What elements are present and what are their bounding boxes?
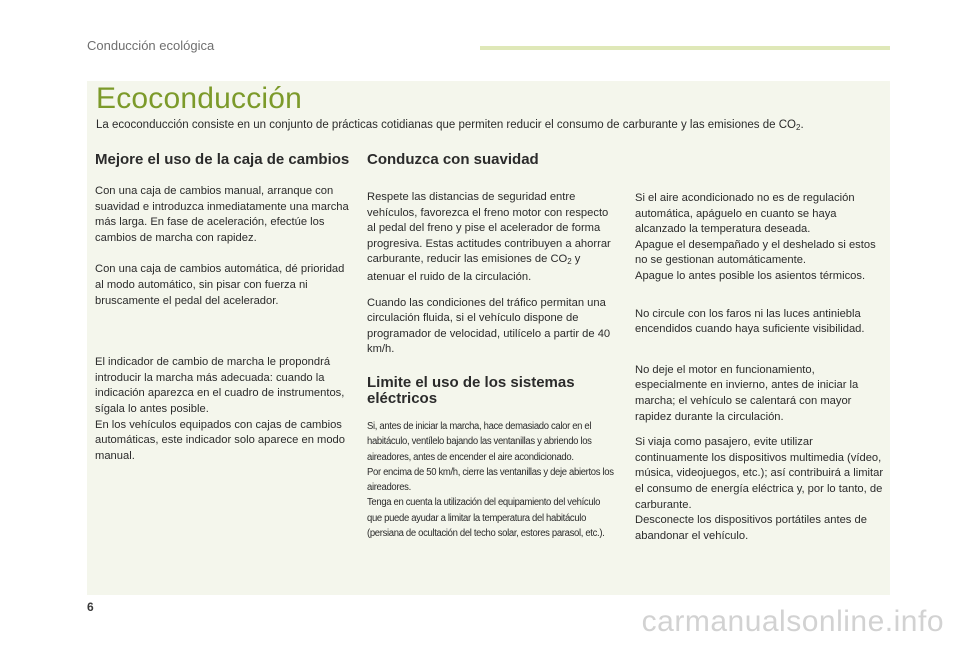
section-title: Conducción ecológica (87, 38, 215, 53)
paragraph-windows: Por encima de 50 km/h, cierre las ventanillas y deje abiertos los aireadores. (367, 466, 614, 494)
paragraph-automatic-gearbox: Con una caja de cambios automática, dé prioridad al modo automático, sin pisar con fuerza ni bruscamente el pedal del acelerador. (95, 263, 345, 307)
header-accent-bar (480, 46, 890, 50)
paragraph-lights: No circule con los faros ni las luces antiniebla encendidos cuando haya suficiente visibilidad. (635, 307, 865, 336)
heading-gearbox: Mejore el uso de la caja de cambios (95, 151, 350, 168)
paragraph-equipment: Tenga en cuenta la utilización del equipamiento del vehículo que puede ayudar a limitar la temperatura del habitáculo (persiana de ocultación del techo solar, estores parasol, etc.). (367, 497, 605, 540)
paragraph-ventilation: Si, antes de iniciar la marcha, hace demasiado calor en el habitáculo, ventílelo bajando las ventanillas y abriendo los aireadores, antes de encender el aire acondicionado. (367, 420, 592, 463)
paragraph-shift-indicator-auto: En los vehículos equipados con cajas de cambios automáticas, este indicador solo aparece en modo manual. (95, 418, 346, 462)
heading-smooth-driving: Conduzca con suavidad (367, 151, 539, 168)
column-smooth-driving (367, 152, 617, 541)
watermark: carmanualsonline.info (641, 605, 944, 638)
paragraph-cruise-control: Cuando las condiciones del tráfico permitan una circulación fluida, si el vehículo dispone de programador de velocidad, utilícelo a partir de 40 km/h. (367, 296, 611, 356)
heading-electrical-systems: Limite el uso de los sistemas eléctricos (367, 373, 575, 407)
intro-text: La ecoconducción consiste en un conjunto de prácticas cotidianas que permiten reducir el consumo de carburante y las emisiones de $CO_2$. (96, 119, 804, 132)
paragraph-heated-seats: Apague lo antes posible los asientos térmicos. (635, 269, 866, 282)
paragraph-multimedia: Si viaja como pasajero, evite utilizar continuamente los dispositivos multimedia (vídeo, música, videojuegos, etc.); así contribuirá a limitar el consumo de energía eléctrica y, por lo tanto, de carburante. (635, 436, 884, 511)
paragraph-portable-devices: Desconecte los dispositivos portátiles antes de abandonar el vehículo. (635, 514, 867, 542)
column-electrical-tips (635, 191, 885, 544)
paragraph-engine-idle: No deje el motor en funcionamiento, especialmente en invierno, antes de iniciar la marcha; el vehículo se calentará con mayor rapidez durante la circulación. (635, 363, 859, 423)
paragraph-air-conditioning: Si el aire acondicionado no es de regulación automática, apáguelo en cuanto se haya alcanzado la temperatura deseada. (635, 192, 855, 236)
paragraph-manual-gearbox: Con una caja de cambios manual, arranque con suavidad e introduzca inmediatamente una marcha más larga. En fase de aceleración, efectúe los cambios de marcha con rapidez. (95, 185, 349, 244)
column-gearbox (95, 152, 350, 464)
page-number: 6 (87, 600, 94, 614)
page-title: Ecoconducción (96, 82, 303, 115)
paragraph-shift-indicator: El indicador de cambio de marcha le propondrá introducir la marcha más adecuada: cuando la indicación aparezca en el cuadro de instrumentos, sígala lo antes posible. (95, 356, 345, 415)
paragraph-safety-distance: Respete las distancias de seguridad entre vehículos, favorezca el freno motor con respecto al pedal del freno y pise el acelerador de forma progresiva. Estas actitudes contribuyen a ahorrar carburante, reducir las emisiones de $CO_2$ y atenuar el ruido de la circulación. (367, 191, 611, 283)
paragraph-demisting: Apague el desempañado y el deshelado si estos no se gestionan automáticamente. (635, 238, 876, 267)
